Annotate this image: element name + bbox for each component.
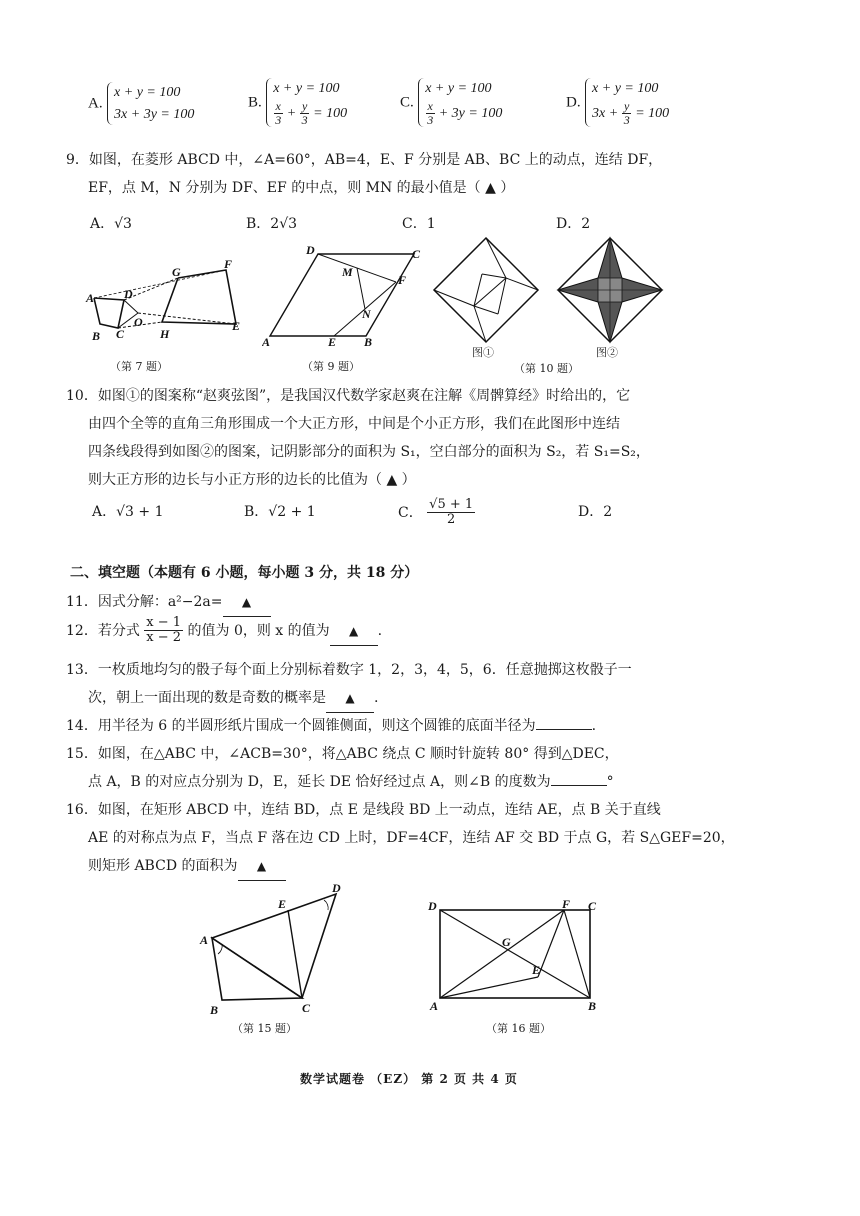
q8-option-b	[248, 78, 347, 127]
point-label: A	[430, 999, 439, 1012]
question-text: 16．如图，在矩形 ABCD 中，连结 BD，点 E 是线段 BD 上一动点，连结 AE，点 B 关于直线	[66, 802, 661, 818]
question-text: 15．如图，在△ABC 中，∠ACB=30°，将△ABC 绕点 C 顺时针旋转 80° 得到△DEC，	[66, 746, 619, 762]
answer-blank	[551, 785, 607, 786]
equation-line: x + y = 100	[425, 81, 492, 96]
equation-line: x + y = 100	[592, 81, 659, 96]
q8-option-d	[566, 78, 669, 127]
answer-blank: ▲	[330, 617, 378, 646]
equation-system	[107, 82, 194, 125]
equation-system	[585, 78, 669, 127]
q9-option-c: C．1	[402, 216, 436, 232]
fraction: $\frac{x - 1}{x - 2}$	[146, 615, 182, 646]
figure-16-caption: （第 16 题）	[486, 1022, 551, 1035]
figure-10-caption: （第 10 题）	[514, 362, 579, 375]
q9-option-a: A．√3	[90, 216, 132, 232]
q10-option-c: C． $\frac{√5 + 1}{2}$	[398, 497, 474, 528]
fraction: $\frac{√5 + 1}{2}$	[429, 497, 474, 528]
figure-7-diagram	[80, 250, 260, 350]
equation-line: 3x + $\frac{y}{3}$ = 100	[592, 98, 670, 127]
equation-system	[266, 78, 347, 127]
q10-option-a: A．√3 + 1	[92, 504, 164, 520]
point-label: B	[210, 1003, 219, 1016]
point-label: G	[502, 935, 511, 949]
question-text: AE 的对称点为点 F，当点 F 落在边 CD 上时，DF=4CF，连结 AF 交 BD 于点 G，若 S△GEF=20，	[88, 830, 735, 846]
point-label: E	[278, 897, 287, 911]
point-label: B	[364, 335, 373, 348]
equation-line: $\frac{x}{3}$ + $\frac{y}{3}$ = 100	[275, 98, 348, 127]
point-label: F	[562, 897, 571, 911]
figure-10-diagram-1	[430, 234, 542, 346]
question-11: 11．因式分解：a²−2a= ▲	[66, 588, 271, 617]
q9-option-d: D．2	[556, 216, 591, 232]
figure-10-diagram-2	[554, 234, 666, 346]
q9-option-b: B．2√3	[246, 216, 298, 232]
section-title: 二、填空题（本题有 6 小题，每小题 3 分，共 18 分）	[70, 565, 419, 581]
point-label: D	[124, 287, 133, 301]
point-label: E	[532, 963, 541, 977]
point-label: B	[588, 999, 597, 1012]
figure-15-caption: （第 15 题）	[232, 1022, 297, 1035]
question-10	[66, 382, 806, 494]
equation-line: x + y = 100	[114, 85, 181, 100]
point-label: D	[428, 899, 437, 913]
figure-15-diagram	[196, 876, 356, 1016]
question-text: 由四个全等的直角三角形围成一个大正方形，中间是个小正方形，我们在此图形中连结	[88, 416, 620, 432]
point-label: A	[262, 335, 271, 348]
point-label: E	[328, 335, 337, 348]
fraction: $\frac{y}{3}$	[623, 98, 630, 127]
answer-blank: ▲	[223, 588, 271, 617]
point-label: A	[86, 291, 95, 305]
figure-9-diagram	[262, 240, 422, 348]
point-label: E	[232, 319, 241, 333]
point-label: F	[224, 257, 233, 271]
point-label: O	[134, 315, 143, 329]
equation-line: 3x + 3y = 100	[114, 106, 195, 122]
point-label: N	[362, 307, 371, 321]
question-text: EF，点 M，N 分别为 DF、EF 的中点，则 MN 的最小值是（ ▲ ）	[88, 180, 515, 196]
q10-option-b: B．√2 + 1	[244, 504, 316, 520]
q10-option-d: D．2	[578, 504, 613, 520]
equation-line: x + y = 100	[273, 81, 340, 96]
point-label: C	[116, 327, 125, 341]
point-label: H	[160, 327, 170, 341]
figure-9-caption: （第 9 题）	[302, 360, 360, 373]
question-text: 13．一枚质地均匀的骰子每个面上分别标着数字 1，2，3，4，5，6．任意抛掷这枚骰子一	[66, 662, 632, 678]
question-text: 四条线段得到如图②的图案，记阴影部分的面积为 S₁，空白部分的面积为 S₂，若 S₁=S₂，	[88, 444, 650, 460]
fraction: $\frac{x}{3}$	[427, 98, 434, 127]
point-label: D	[332, 881, 341, 895]
point-label: D	[306, 243, 315, 257]
figure-10-label-2: 图②	[596, 346, 618, 359]
q8-option-c	[400, 78, 502, 127]
option-label: C.	[400, 94, 414, 111]
q8-option-a	[88, 82, 194, 125]
point-label: F	[398, 273, 407, 287]
question-12: 12．若分式 $\frac{x - 1}{x - 2}$ 的值为 0，则 x 的值为 ▲ .	[66, 615, 383, 646]
point-label: G	[172, 265, 181, 279]
question-text: 10．如图①的图案称“赵爽弦图”，是我国汉代数学家赵爽在注解《周髀算经》时给出的，它	[66, 388, 631, 404]
question-text: 则大正方形的边长与小正方形的边长的比值为（ ▲ ）	[88, 472, 416, 488]
question-15: 15．如图，在△ABC 中，∠ACB=30°，将△ABC 绕点 C 顺时针旋转 80° 得到△DEC， 点 A，B 的对应点分别为 D，E，延长 DE 恰好经过点 A，则∠B 的度数为 °	[66, 740, 806, 796]
answer-blank	[536, 729, 592, 730]
option-label: D.	[566, 94, 581, 111]
page-footer: 数学试题卷 （EZ） 第 2 页 共 4 页	[300, 1072, 518, 1086]
point-label: B	[92, 329, 101, 343]
figure-10-label-1: 图①	[472, 346, 494, 359]
point-label: C	[302, 1001, 311, 1015]
question-text: 9．如图，在菱形 ABCD 中，∠A=60°，AB=4，E、F 分别是 AB、BC 上的动点，连结 DF，	[66, 152, 663, 168]
fraction: $\frac{x}{3}$	[275, 98, 282, 127]
figure-16-diagram	[424, 896, 614, 1012]
option-label: A.	[88, 95, 103, 112]
answer-blank: ▲	[238, 852, 286, 881]
point-label: C	[588, 899, 597, 913]
equation-line: $\frac{x}{3}$ + 3y = 100	[427, 98, 503, 127]
question-16: 16．如图，在矩形 ABCD 中，连结 BD，点 E 是线段 BD 上一动点，连结 AE，点 B 关于直线 AE 的对称点为点 F，当点 F 落在边 CD 上时，DF=4CF，连结 AF 交 BD 于点 G，若 S△GEF=20， 则矩形 ABCD 的面积为 ▲	[66, 796, 806, 881]
equation-system	[418, 78, 502, 127]
option-label: B.	[248, 94, 262, 111]
point-label: M	[342, 265, 353, 279]
point-label: C	[412, 247, 421, 261]
question-9	[66, 146, 806, 202]
figure-7-caption: （第 7 题）	[110, 360, 168, 373]
answer-blank: ▲	[326, 684, 374, 713]
question-13: 13．一枚质地均匀的骰子每个面上分别标着数字 1，2，3，4，5，6．任意抛掷这枚骰子一 次，朝上一面出现的数是奇数的概率是 ▲ .	[66, 656, 806, 713]
point-label: A	[200, 933, 209, 947]
fraction: $\frac{y}{3}$	[301, 98, 308, 127]
question-14: 14．用半径为 6 的半圆形纸片围成一个圆锥侧面，则这个圆锥的底面半径为 .	[66, 718, 597, 734]
